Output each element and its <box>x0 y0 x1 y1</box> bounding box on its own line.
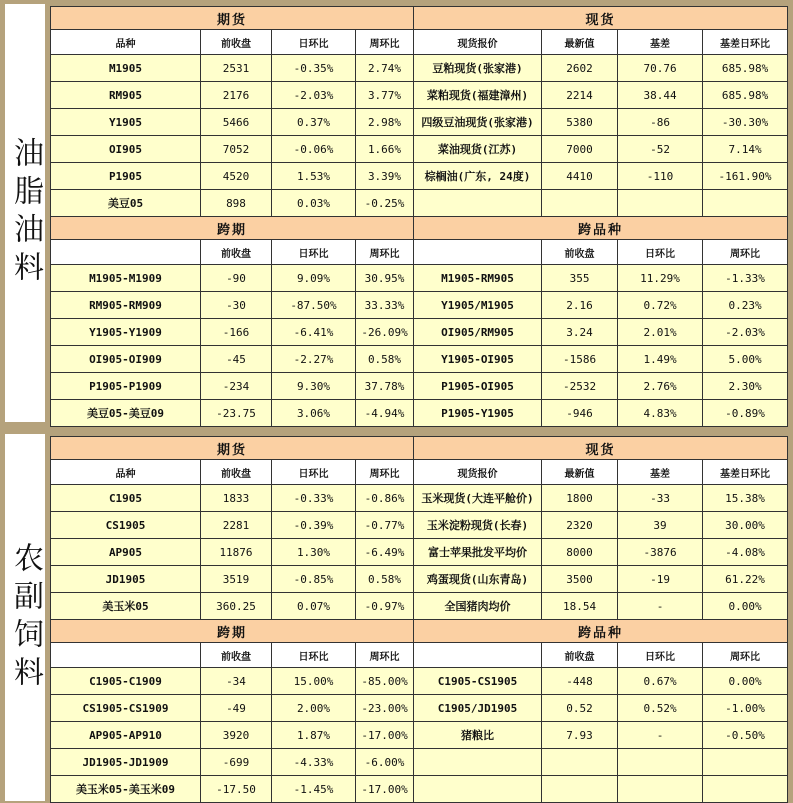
table-cell <box>703 749 788 776</box>
table-cell: 2531 <box>201 55 272 82</box>
group-header: 现货 <box>414 437 788 460</box>
table-cell <box>542 749 618 776</box>
table-cell: 5466 <box>201 109 272 136</box>
column-header <box>414 643 542 668</box>
column-header: 基差 <box>618 460 703 485</box>
table-cell: 棕榈油(广东, 24度) <box>414 163 542 190</box>
table-cell: JD1905-JD1909 <box>51 749 201 776</box>
table-cell: 5380 <box>542 109 618 136</box>
column-header: 最新值 <box>542 460 618 485</box>
table-cell: -87.50% <box>272 292 356 319</box>
table-cell: RM905 <box>51 82 201 109</box>
table-cell: P1905-Y1905 <box>414 400 542 427</box>
table-cell: 2214 <box>542 82 618 109</box>
table-cell: -0.89% <box>703 400 788 427</box>
table-cell: -0.97% <box>356 593 414 620</box>
table-cell: 15.38% <box>703 485 788 512</box>
column-header-row <box>51 460 788 485</box>
table-cell: 7.93 <box>542 722 618 749</box>
table-cell: -17.50 <box>201 776 272 803</box>
table-cell: 360.25 <box>201 593 272 620</box>
group-header: 跨期 <box>51 217 414 240</box>
table-cell: 0.58% <box>356 566 414 593</box>
table-cell: 3920 <box>201 722 272 749</box>
table-cell: 5.00% <box>703 346 788 373</box>
table-cell: -19 <box>618 566 703 593</box>
table-cell: 3.77% <box>356 82 414 109</box>
table-cell <box>618 190 703 217</box>
table-cell: 30.00% <box>703 512 788 539</box>
table-row <box>51 82 788 109</box>
table-cell <box>542 190 618 217</box>
column-header: 前收盘 <box>201 240 272 265</box>
table-cell: 全国猪肉均价 <box>414 593 542 620</box>
column-header: 日环比 <box>272 240 356 265</box>
table-cell: 4410 <box>542 163 618 190</box>
table-cell: -23.75 <box>201 400 272 427</box>
table-cell: -6.49% <box>356 539 414 566</box>
table-cell: 美豆05-美豆09 <box>51 400 201 427</box>
column-header: 品种 <box>51 30 201 55</box>
table-cell: 0.72% <box>618 292 703 319</box>
table-cell: 2.01% <box>618 319 703 346</box>
table-cell: 4.83% <box>618 400 703 427</box>
column-header: 前收盘 <box>542 240 618 265</box>
table-cell: 0.52% <box>618 695 703 722</box>
table-cell: -17.00% <box>356 776 414 803</box>
column-header: 基差 <box>618 30 703 55</box>
table-row <box>51 136 788 163</box>
table-cell: AP905 <box>51 539 201 566</box>
table-cell: 1833 <box>201 485 272 512</box>
table-cell <box>414 776 542 803</box>
table-cell: -2.03% <box>703 319 788 346</box>
table-row <box>51 292 788 319</box>
table-cell: -1586 <box>542 346 618 373</box>
table-cell: 7000 <box>542 136 618 163</box>
table-cell: -1.33% <box>703 265 788 292</box>
table-cell: 685.98% <box>703 82 788 109</box>
table-cell: 355 <box>542 265 618 292</box>
column-header <box>414 240 542 265</box>
table-cell: -166 <box>201 319 272 346</box>
table-cell: -90 <box>201 265 272 292</box>
table-cell: 9.30% <box>272 373 356 400</box>
column-header: 前收盘 <box>201 643 272 668</box>
table-cell: 豆粕现货(张家港) <box>414 55 542 82</box>
table-cell: 2.74% <box>356 55 414 82</box>
section-label-oils: 油脂油料 <box>5 4 45 422</box>
table-cell: 菜粕现货(福建漳州) <box>414 82 542 109</box>
table-cell: -6.00% <box>356 749 414 776</box>
table-cell: 1.30% <box>272 539 356 566</box>
table-cell: 美玉米05-美玉米09 <box>51 776 201 803</box>
column-header: 日环比 <box>618 643 703 668</box>
table-cell: -2.03% <box>272 82 356 109</box>
table-cell: -0.77% <box>356 512 414 539</box>
table-cell: 0.07% <box>272 593 356 620</box>
table-cell: 0.37% <box>272 109 356 136</box>
column-header: 前收盘 <box>201 30 272 55</box>
table-cell: 38.44 <box>618 82 703 109</box>
table-row <box>51 400 788 427</box>
table-cell: -0.35% <box>272 55 356 82</box>
table-cell: OI905/RM905 <box>414 319 542 346</box>
table-cell: CS1905 <box>51 512 201 539</box>
table-cell: 美豆05 <box>51 190 201 217</box>
table-cell: 9.09% <box>272 265 356 292</box>
table-cell: -49 <box>201 695 272 722</box>
column-header-row <box>51 30 788 55</box>
table-cell: -86 <box>618 109 703 136</box>
table-cell: 0.58% <box>356 346 414 373</box>
section-header-futures-spot <box>51 7 788 30</box>
table-cell: -2.27% <box>272 346 356 373</box>
table-cell: 2.00% <box>272 695 356 722</box>
table-cell: -52 <box>618 136 703 163</box>
column-header: 日环比 <box>618 240 703 265</box>
column-header: 前收盘 <box>542 643 618 668</box>
section-header-futures-spot <box>51 437 788 460</box>
group-header: 期货 <box>51 437 414 460</box>
oils-table <box>50 6 788 427</box>
table-cell: - <box>618 593 703 620</box>
table-cell: JD1905 <box>51 566 201 593</box>
column-header: 基差日环比 <box>703 30 788 55</box>
group-header: 期货 <box>51 7 414 30</box>
table-row <box>51 319 788 346</box>
column-header: 基差日环比 <box>703 460 788 485</box>
table-cell: 0.03% <box>272 190 356 217</box>
table-cell: 1.53% <box>272 163 356 190</box>
table-cell: -30.30% <box>703 109 788 136</box>
table-cell: -1.00% <box>703 695 788 722</box>
table-cell: 玉米淀粉现货(长春) <box>414 512 542 539</box>
table-row <box>51 485 788 512</box>
column-header: 品种 <box>51 460 201 485</box>
table-row <box>51 668 788 695</box>
table-cell: 898 <box>201 190 272 217</box>
column-header: 周环比 <box>356 240 414 265</box>
table-row <box>51 566 788 593</box>
table-cell: -30 <box>201 292 272 319</box>
table-cell: 3.06% <box>272 400 356 427</box>
table-cell: 70.76 <box>618 55 703 82</box>
table-cell: Y1905 <box>51 109 201 136</box>
table-cell: 四级豆油现货(张家港) <box>414 109 542 136</box>
table-row <box>51 109 788 136</box>
table-cell: -0.06% <box>272 136 356 163</box>
group-header: 跨品种 <box>414 620 788 643</box>
panel-feed <box>0 430 793 801</box>
table-cell: 685.98% <box>703 55 788 82</box>
column-header: 日环比 <box>272 460 356 485</box>
table-cell: 30.95% <box>356 265 414 292</box>
table-cell: 猪粮比 <box>414 722 542 749</box>
group-header: 现货 <box>414 7 788 30</box>
table-cell: 1.87% <box>272 722 356 749</box>
column-header: 前收盘 <box>201 460 272 485</box>
table-cell: C1905/JD1905 <box>414 695 542 722</box>
table-cell: 美玉米05 <box>51 593 201 620</box>
table-cell: 4520 <box>201 163 272 190</box>
column-header-row <box>51 240 788 265</box>
section-header-spreads <box>51 217 788 240</box>
table-cell <box>618 776 703 803</box>
table-cell: -34 <box>201 668 272 695</box>
table-cell: 3519 <box>201 566 272 593</box>
table-cell: 1800 <box>542 485 618 512</box>
table-cell: 1.49% <box>618 346 703 373</box>
table-cell: -448 <box>542 668 618 695</box>
table-cell: Y1905/M1905 <box>414 292 542 319</box>
table-row <box>51 512 788 539</box>
table-cell: 2.76% <box>618 373 703 400</box>
table-cell: P1905 <box>51 163 201 190</box>
table-cell <box>703 776 788 803</box>
table-cell: 1.66% <box>356 136 414 163</box>
table-row <box>51 373 788 400</box>
table-cell: -234 <box>201 373 272 400</box>
table-cell: 2.98% <box>356 109 414 136</box>
table-cell: 39 <box>618 512 703 539</box>
table-row <box>51 593 788 620</box>
table-cell: -946 <box>542 400 618 427</box>
table-row <box>51 190 788 217</box>
table-cell: -23.00% <box>356 695 414 722</box>
table-cell: 11876 <box>201 539 272 566</box>
table-cell: OI905 <box>51 136 201 163</box>
section-header-spreads <box>51 620 788 643</box>
table-cell: 7.14% <box>703 136 788 163</box>
table-cell: 0.00% <box>703 668 788 695</box>
table-cell: -0.85% <box>272 566 356 593</box>
table-cell: 15.00% <box>272 668 356 695</box>
table-cell: -4.08% <box>703 539 788 566</box>
table-cell: 鸡蛋现货(山东青岛) <box>414 566 542 593</box>
table-cell: 33.33% <box>356 292 414 319</box>
table-cell: -161.90% <box>703 163 788 190</box>
column-header-row <box>51 643 788 668</box>
column-header: 周环比 <box>703 643 788 668</box>
table-cell: -26.09% <box>356 319 414 346</box>
table-cell: 玉米现货(大连平舱价) <box>414 485 542 512</box>
table-cell: -85.00% <box>356 668 414 695</box>
table-row <box>51 55 788 82</box>
table-cell: 菜油现货(江苏) <box>414 136 542 163</box>
table-cell: 0.23% <box>703 292 788 319</box>
table-cell: 8000 <box>542 539 618 566</box>
column-header <box>51 643 201 668</box>
table-cell: -17.00% <box>356 722 414 749</box>
column-header: 日环比 <box>272 30 356 55</box>
table-cell: P1905-OI905 <box>414 373 542 400</box>
table-cell: 61.22% <box>703 566 788 593</box>
table-cell: AP905-AP910 <box>51 722 201 749</box>
table-cell: -0.25% <box>356 190 414 217</box>
group-header: 跨品种 <box>414 217 788 240</box>
table-cell: 3.39% <box>356 163 414 190</box>
section-label-feed: 农副饲料 <box>5 434 45 801</box>
table-cell: M1905 <box>51 55 201 82</box>
table-cell: -45 <box>201 346 272 373</box>
table-cell: -6.41% <box>272 319 356 346</box>
column-header: 周环比 <box>356 643 414 668</box>
table-cell: OI905-OI909 <box>51 346 201 373</box>
table-cell: 富士苹果批发平均价 <box>414 539 542 566</box>
table-cell: C1905 <box>51 485 201 512</box>
column-header: 现货报价 <box>414 30 542 55</box>
table-cell: -0.39% <box>272 512 356 539</box>
table-cell: -3876 <box>618 539 703 566</box>
table-row <box>51 749 788 776</box>
column-header: 周环比 <box>356 460 414 485</box>
column-header: 现货报价 <box>414 460 542 485</box>
feed-table <box>50 436 788 803</box>
table-cell: -0.33% <box>272 485 356 512</box>
table-cell: 0.52 <box>542 695 618 722</box>
table-cell: 37.78% <box>356 373 414 400</box>
table-cell: -0.86% <box>356 485 414 512</box>
table-cell <box>414 749 542 776</box>
table-cell <box>542 776 618 803</box>
table-cell: 11.29% <box>618 265 703 292</box>
table-row <box>51 163 788 190</box>
table-cell: 2320 <box>542 512 618 539</box>
table-cell: Y1905-Y1909 <box>51 319 201 346</box>
table-cell: -1.45% <box>272 776 356 803</box>
table-cell: 2602 <box>542 55 618 82</box>
table-cell: -33 <box>618 485 703 512</box>
table-cell: C1905-CS1905 <box>414 668 542 695</box>
table-cell: 3.24 <box>542 319 618 346</box>
table-cell: 7052 <box>201 136 272 163</box>
table-cell: 0.67% <box>618 668 703 695</box>
table-cell: M1905-RM905 <box>414 265 542 292</box>
table-cell <box>618 749 703 776</box>
table-cell <box>703 190 788 217</box>
table-cell: RM905-RM909 <box>51 292 201 319</box>
table-cell: -2532 <box>542 373 618 400</box>
table-cell: 18.54 <box>542 593 618 620</box>
column-header: 日环比 <box>272 643 356 668</box>
table-cell: M1905-M1909 <box>51 265 201 292</box>
table-row <box>51 776 788 803</box>
table-cell <box>414 190 542 217</box>
table-cell: -0.50% <box>703 722 788 749</box>
table-cell: - <box>618 722 703 749</box>
group-header: 跨期 <box>51 620 414 643</box>
table-cell: -4.94% <box>356 400 414 427</box>
table-cell: P1905-P1909 <box>51 373 201 400</box>
table-row <box>51 695 788 722</box>
table-cell: -699 <box>201 749 272 776</box>
table-cell: -110 <box>618 163 703 190</box>
table-row <box>51 346 788 373</box>
column-header <box>51 240 201 265</box>
table-cell: 2.16 <box>542 292 618 319</box>
table-cell: 0.00% <box>703 593 788 620</box>
table-row <box>51 722 788 749</box>
table-cell: C1905-C1909 <box>51 668 201 695</box>
column-header: 最新值 <box>542 30 618 55</box>
column-header: 周环比 <box>356 30 414 55</box>
table-cell: 2281 <box>201 512 272 539</box>
table-cell: CS1905-CS1909 <box>51 695 201 722</box>
table-row <box>51 539 788 566</box>
table-cell: 2.30% <box>703 373 788 400</box>
table-cell: -4.33% <box>272 749 356 776</box>
table-cell: 2176 <box>201 82 272 109</box>
table-row <box>51 265 788 292</box>
table-cell: 3500 <box>542 566 618 593</box>
column-header: 周环比 <box>703 240 788 265</box>
table-cell: Y1905-OI905 <box>414 346 542 373</box>
